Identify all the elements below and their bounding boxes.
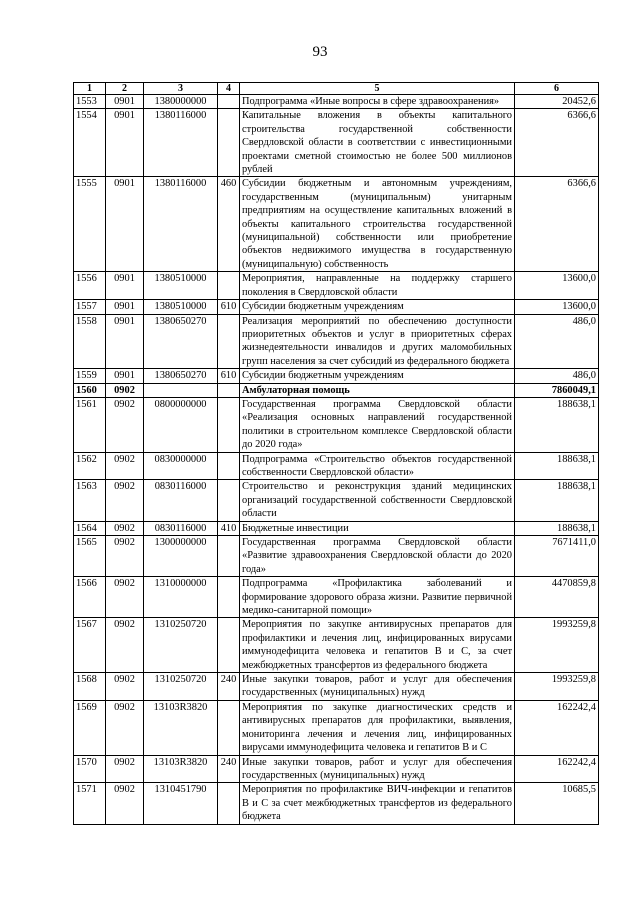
row-number: 1561 — [74, 397, 106, 452]
section-code: 0902 — [106, 383, 144, 397]
amount: 486,0 — [515, 314, 599, 369]
expense-type-code — [218, 383, 240, 397]
table-row — [74, 272, 599, 300]
target-article-code: 1380116000 — [144, 177, 218, 272]
amount: 6366,6 — [515, 109, 599, 177]
item-name: Мероприятия по профилактике ВИЧ-инфекции и гепатитов В и С за счет межбюджетных трансфертов из федерального бюджета — [240, 783, 515, 824]
amount: 486,0 — [515, 369, 599, 383]
item-name: Подпрограмма «Строительство объектов государственной собственности Свердловской области» — [240, 452, 515, 480]
amount: 20452,6 — [515, 95, 599, 109]
section-code: 0901 — [106, 272, 144, 300]
section-code: 0902 — [106, 783, 144, 824]
expense-type-code — [218, 783, 240, 824]
row-number: 1556 — [74, 272, 106, 300]
table-row — [74, 109, 599, 177]
header-col-1: 1 — [74, 83, 106, 95]
section-code: 0901 — [106, 314, 144, 369]
target-article-code: 0830000000 — [144, 452, 218, 480]
item-name: Мероприятия, направленные на поддержку старшего поколения в Свердловской области — [240, 272, 515, 300]
section-code: 0902 — [106, 480, 144, 521]
expense-type-code: 460 — [218, 177, 240, 272]
row-number: 1554 — [74, 109, 106, 177]
target-article-code: 13103R3820 — [144, 700, 218, 755]
target-article-code: 0800000000 — [144, 397, 218, 452]
target-article-code: 0830116000 — [144, 480, 218, 521]
item-name: Реализация мероприятий по обеспечению доступности приоритетных объектов и услуг в приоритетных сферах жизнедеятельности инвалидов и других маломобильных групп населения за счет субсидий из федерального бюджета — [240, 314, 515, 369]
row-number: 1571 — [74, 783, 106, 824]
expense-type-code: 610 — [218, 300, 240, 314]
row-number: 1560 — [74, 383, 106, 397]
expense-type-code — [218, 314, 240, 369]
target-article-code: 1310000000 — [144, 577, 218, 618]
section-code: 0902 — [106, 700, 144, 755]
target-article-code: 0830116000 — [144, 521, 218, 535]
item-name: Иные закупки товаров, работ и услуг для обеспечения государственных (муниципальных) нужд — [240, 673, 515, 701]
amount: 162242,4 — [515, 755, 599, 783]
item-name: Подпрограмма «Профилактика заболеваний и формирование здорового образа жизни. Развитие первичной медико-санитарной помощи» — [240, 577, 515, 618]
item-name: Субсидии бюджетным учреждениям — [240, 300, 515, 314]
amount: 4470859,8 — [515, 577, 599, 618]
table-row — [74, 536, 599, 577]
section-code: 0901 — [106, 95, 144, 109]
amount: 188638,1 — [515, 480, 599, 521]
item-name: Бюджетные инвестиции — [240, 521, 515, 535]
expense-type-code — [218, 700, 240, 755]
table-row — [74, 369, 599, 383]
item-name: Субсидии бюджетным учреждениям — [240, 369, 515, 383]
section-code: 0902 — [106, 577, 144, 618]
expense-type-code: 240 — [218, 673, 240, 701]
amount: 13600,0 — [515, 272, 599, 300]
item-name: Иные закупки товаров, работ и услуг для обеспечения государственных (муниципальных) нужд — [240, 755, 515, 783]
section-code: 0902 — [106, 452, 144, 480]
target-article-code: 1380650270 — [144, 314, 218, 369]
row-number: 1555 — [74, 177, 106, 272]
amount: 162242,4 — [515, 700, 599, 755]
table-row — [74, 673, 599, 701]
table-row — [74, 314, 599, 369]
header-col-4: 4 — [218, 83, 240, 95]
row-number: 1566 — [74, 577, 106, 618]
target-article-code: 1380116000 — [144, 109, 218, 177]
section-code: 0901 — [106, 109, 144, 177]
amount: 188638,1 — [515, 397, 599, 452]
amount: 13600,0 — [515, 300, 599, 314]
item-name: Капитальные вложения в объекты капитального строительства государственной собственности Свердловской области в соответствии с инвестиционными проектами сметной стоимостью не более 500 миллионов рублей — [240, 109, 515, 177]
item-name: Строительство и реконструкция зданий медицинских организаций государственной собственности Свердловской области — [240, 480, 515, 521]
section-code: 0901 — [106, 369, 144, 383]
table-row — [74, 300, 599, 314]
table-header-row — [74, 83, 599, 95]
expense-type-code: 240 — [218, 755, 240, 783]
row-number: 1559 — [74, 369, 106, 383]
row-number: 1564 — [74, 521, 106, 535]
expense-type-code — [218, 618, 240, 673]
amount: 188638,1 — [515, 452, 599, 480]
header-col-3: 3 — [144, 83, 218, 95]
section-code: 0901 — [106, 177, 144, 272]
expense-type-code — [218, 272, 240, 300]
row-number: 1567 — [74, 618, 106, 673]
item-name: Государственная программа Свердловской области «Развитие здравоохранения Свердловской области до 2020 года» — [240, 536, 515, 577]
table-row — [74, 755, 599, 783]
target-article-code: 1380650270 — [144, 369, 218, 383]
target-article-code: 1300000000 — [144, 536, 218, 577]
header-col-5: 5 — [240, 83, 515, 95]
section-code: 0902 — [106, 521, 144, 535]
amount: 7860049,1 — [515, 383, 599, 397]
table-row — [74, 452, 599, 480]
header-col-2: 2 — [106, 83, 144, 95]
expense-type-code — [218, 109, 240, 177]
section-code: 0902 — [106, 397, 144, 452]
row-number: 1557 — [74, 300, 106, 314]
table-row — [74, 397, 599, 452]
item-name: Мероприятия по закупке антивирусных препаратов для профилактики и лечения лиц, инфицированных вирусами иммунодефицита человека и гепатитов В и С, за счет межбюджетных трансфертов из федерального бюджета — [240, 618, 515, 673]
item-name: Государственная программа Свердловской области «Реализация основных направлений государственной политики в строительном комплексе Свердловской области до 2020 года» — [240, 397, 515, 452]
row-number: 1569 — [74, 700, 106, 755]
table-row — [74, 95, 599, 109]
budget-table — [73, 82, 599, 825]
item-name: Субсидии бюджетным и автономным учреждениям, государственным (муниципальным) унитарным предприятиям на осуществление капитальных вложений в объекты капитального строительства государственной (муниципальной) собственности или приобретение объектов недвижимого имущества в государственную (муниципальную) собственность — [240, 177, 515, 272]
target-article-code: 1380000000 — [144, 95, 218, 109]
table-row — [74, 177, 599, 272]
target-article-code: 1380510000 — [144, 272, 218, 300]
expense-type-code — [218, 536, 240, 577]
amount: 6366,6 — [515, 177, 599, 272]
target-article-code: 1310250720 — [144, 673, 218, 701]
section-code: 0901 — [106, 300, 144, 314]
table-row — [74, 783, 599, 824]
item-name: Подпрограмма «Иные вопросы в сфере здравоохранения» — [240, 95, 515, 109]
page-number: 93 — [312, 44, 328, 60]
section-code: 0902 — [106, 536, 144, 577]
item-name: Мероприятия по закупке диагностических средств и антивирусных препаратов для профилактики, выявления, мониторинга лечения и лечения лиц, инфицированных вирусами иммунодефицита человека и гепатитов В и С — [240, 700, 515, 755]
target-article-code: 1310250720 — [144, 618, 218, 673]
table-row — [74, 521, 599, 535]
expense-type-code — [218, 577, 240, 618]
table-row — [74, 480, 599, 521]
expense-type-code — [218, 480, 240, 521]
row-number: 1565 — [74, 536, 106, 577]
expense-type-code: 610 — [218, 369, 240, 383]
table-row — [74, 618, 599, 673]
amount: 1993259,8 — [515, 673, 599, 701]
row-number: 1568 — [74, 673, 106, 701]
section-code: 0902 — [106, 618, 144, 673]
table-row — [74, 577, 599, 618]
header-col-6: 6 — [515, 83, 599, 95]
table-row — [74, 383, 599, 397]
amount: 10685,5 — [515, 783, 599, 824]
expense-type-code: 410 — [218, 521, 240, 535]
amount: 7671411,0 — [515, 536, 599, 577]
expense-type-code — [218, 95, 240, 109]
expense-type-code — [218, 452, 240, 480]
row-number: 1558 — [74, 314, 106, 369]
expense-type-code — [218, 397, 240, 452]
section-code: 0902 — [106, 755, 144, 783]
row-number: 1562 — [74, 452, 106, 480]
target-article-code: 1380510000 — [144, 300, 218, 314]
amount: 1993259,8 — [515, 618, 599, 673]
target-article-code: 1310451790 — [144, 783, 218, 824]
row-number: 1553 — [74, 95, 106, 109]
amount: 188638,1 — [515, 521, 599, 535]
target-article-code — [144, 383, 218, 397]
item-name: Амбулаторная помощь — [240, 383, 515, 397]
section-code: 0902 — [106, 673, 144, 701]
row-number: 1570 — [74, 755, 106, 783]
target-article-code: 13103R3820 — [144, 755, 218, 783]
table-row — [74, 700, 599, 755]
row-number: 1563 — [74, 480, 106, 521]
